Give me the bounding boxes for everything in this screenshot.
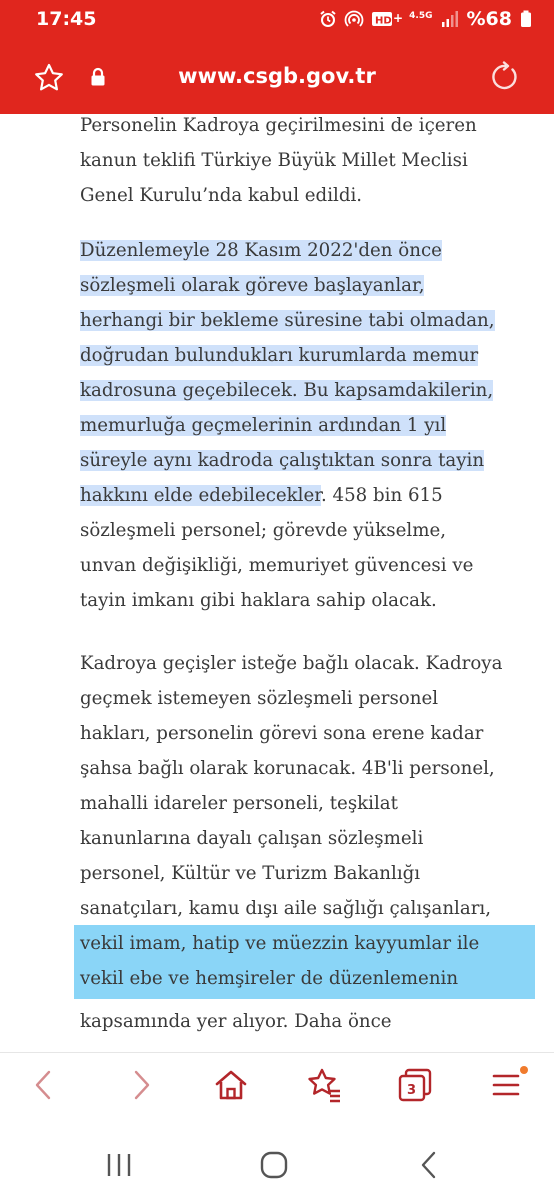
text-line: Düzenlemeyle 28 Kasım 2022'den önce bbox=[80, 240, 442, 261]
url-text[interactable]: www.csgb.gov.tr bbox=[178, 64, 376, 88]
notification-dot bbox=[520, 1066, 528, 1074]
text-line: mahalli idareler personeli, teşkilat bbox=[80, 793, 398, 814]
status-time: 17:45 bbox=[36, 8, 97, 30]
text-line: personel, Kültür ve Turizm Bakanlığı bbox=[80, 863, 421, 884]
text-line: Personelin Kadroya geçirilmesini de içeren bbox=[80, 115, 477, 136]
text-line: kanunlarına dayalı çalışan sözleşmeli bbox=[80, 828, 424, 849]
signal-icon bbox=[441, 10, 459, 28]
svg-text:+: + bbox=[393, 11, 404, 25]
text-line: vekil ebe ve hemşireler de düzenlemenin bbox=[80, 968, 459, 989]
text-line: tayin imkanı gibi haklara sahip olacak. bbox=[80, 590, 437, 611]
reload-icon[interactable] bbox=[489, 61, 521, 93]
battery-percent: %68 bbox=[466, 8, 512, 30]
text-line: herhangi bir bekleme süresine tabi olmadan, bbox=[80, 310, 495, 331]
text-line: memurluğa geçmelerinin ardından 1 yıl bbox=[80, 415, 447, 436]
hotspot-icon bbox=[345, 10, 363, 28]
text-line: kadrosuna geçebilecek. Bu kapsamdakilerin, bbox=[80, 380, 494, 401]
text-line: geçmek istemeyen sözleşmeli personel bbox=[80, 688, 439, 709]
text-line: Kadroya geçişler isteğe bağlı olacak. Kadroya bbox=[80, 653, 503, 674]
text-line: doğrudan bulundukları kurumlarda memur bbox=[80, 345, 479, 366]
text-line: kanun teklifi Türkiye Büyük Millet Meclisi bbox=[80, 150, 468, 171]
back-chevron-icon[interactable] bbox=[418, 1151, 440, 1179]
alarm-icon bbox=[319, 10, 337, 28]
forward-icon[interactable] bbox=[125, 1067, 155, 1103]
text-line: sözleşmeli personel; görevde yükselme, bbox=[80, 520, 447, 541]
tab-count: 3 bbox=[407, 1083, 417, 1098]
text-line: hakkını elde edebilecekler. 458 bin 615 bbox=[80, 485, 443, 506]
home-icon[interactable] bbox=[213, 1067, 249, 1103]
status-bar bbox=[0, 0, 554, 44]
home-circle-icon[interactable] bbox=[260, 1151, 288, 1179]
svg-text:HD: HD bbox=[375, 15, 392, 27]
hd-voice-icon bbox=[371, 10, 404, 28]
back-icon[interactable] bbox=[30, 1067, 60, 1103]
address-bar[interactable] bbox=[0, 44, 554, 114]
text-line: Genel Kurulu’nda kabul edildi. bbox=[80, 185, 363, 206]
text-line: sözleşmeli olarak göreve başlayanlar, bbox=[80, 275, 425, 296]
text-line: kapsamında yer alıyor. Daha önce bbox=[80, 1011, 392, 1032]
tabs-icon[interactable] bbox=[397, 1067, 435, 1103]
bookmarks-icon[interactable] bbox=[304, 1067, 344, 1103]
text-line: hakları, personelin görevi sona erene kadar bbox=[80, 723, 484, 744]
battery-icon bbox=[520, 10, 532, 28]
text-line: unvan değişikliği, memuriyet güvencesi ve bbox=[80, 555, 474, 576]
article-body bbox=[0, 114, 554, 1052]
network-type: 4.5G bbox=[409, 10, 433, 21]
browser-bottom-toolbar bbox=[0, 1052, 554, 1124]
text-line: sanatçıları, kamu dışı aile sağlığı çalışanları, bbox=[80, 898, 491, 919]
status-icons bbox=[319, 8, 532, 30]
text-line: süreyle aynı kadroda çalıştıktan sonra tayin bbox=[80, 450, 485, 471]
system-navigation-bar bbox=[0, 1124, 554, 1200]
recent-apps-icon[interactable] bbox=[104, 1152, 134, 1178]
menu-icon[interactable] bbox=[490, 1067, 530, 1103]
text-line: şahsa bağlı olarak korunacak. 4B'li personel, bbox=[80, 758, 495, 779]
text-line: vekil imam, hatip ve müezzin kayyumlar ile bbox=[80, 933, 480, 954]
